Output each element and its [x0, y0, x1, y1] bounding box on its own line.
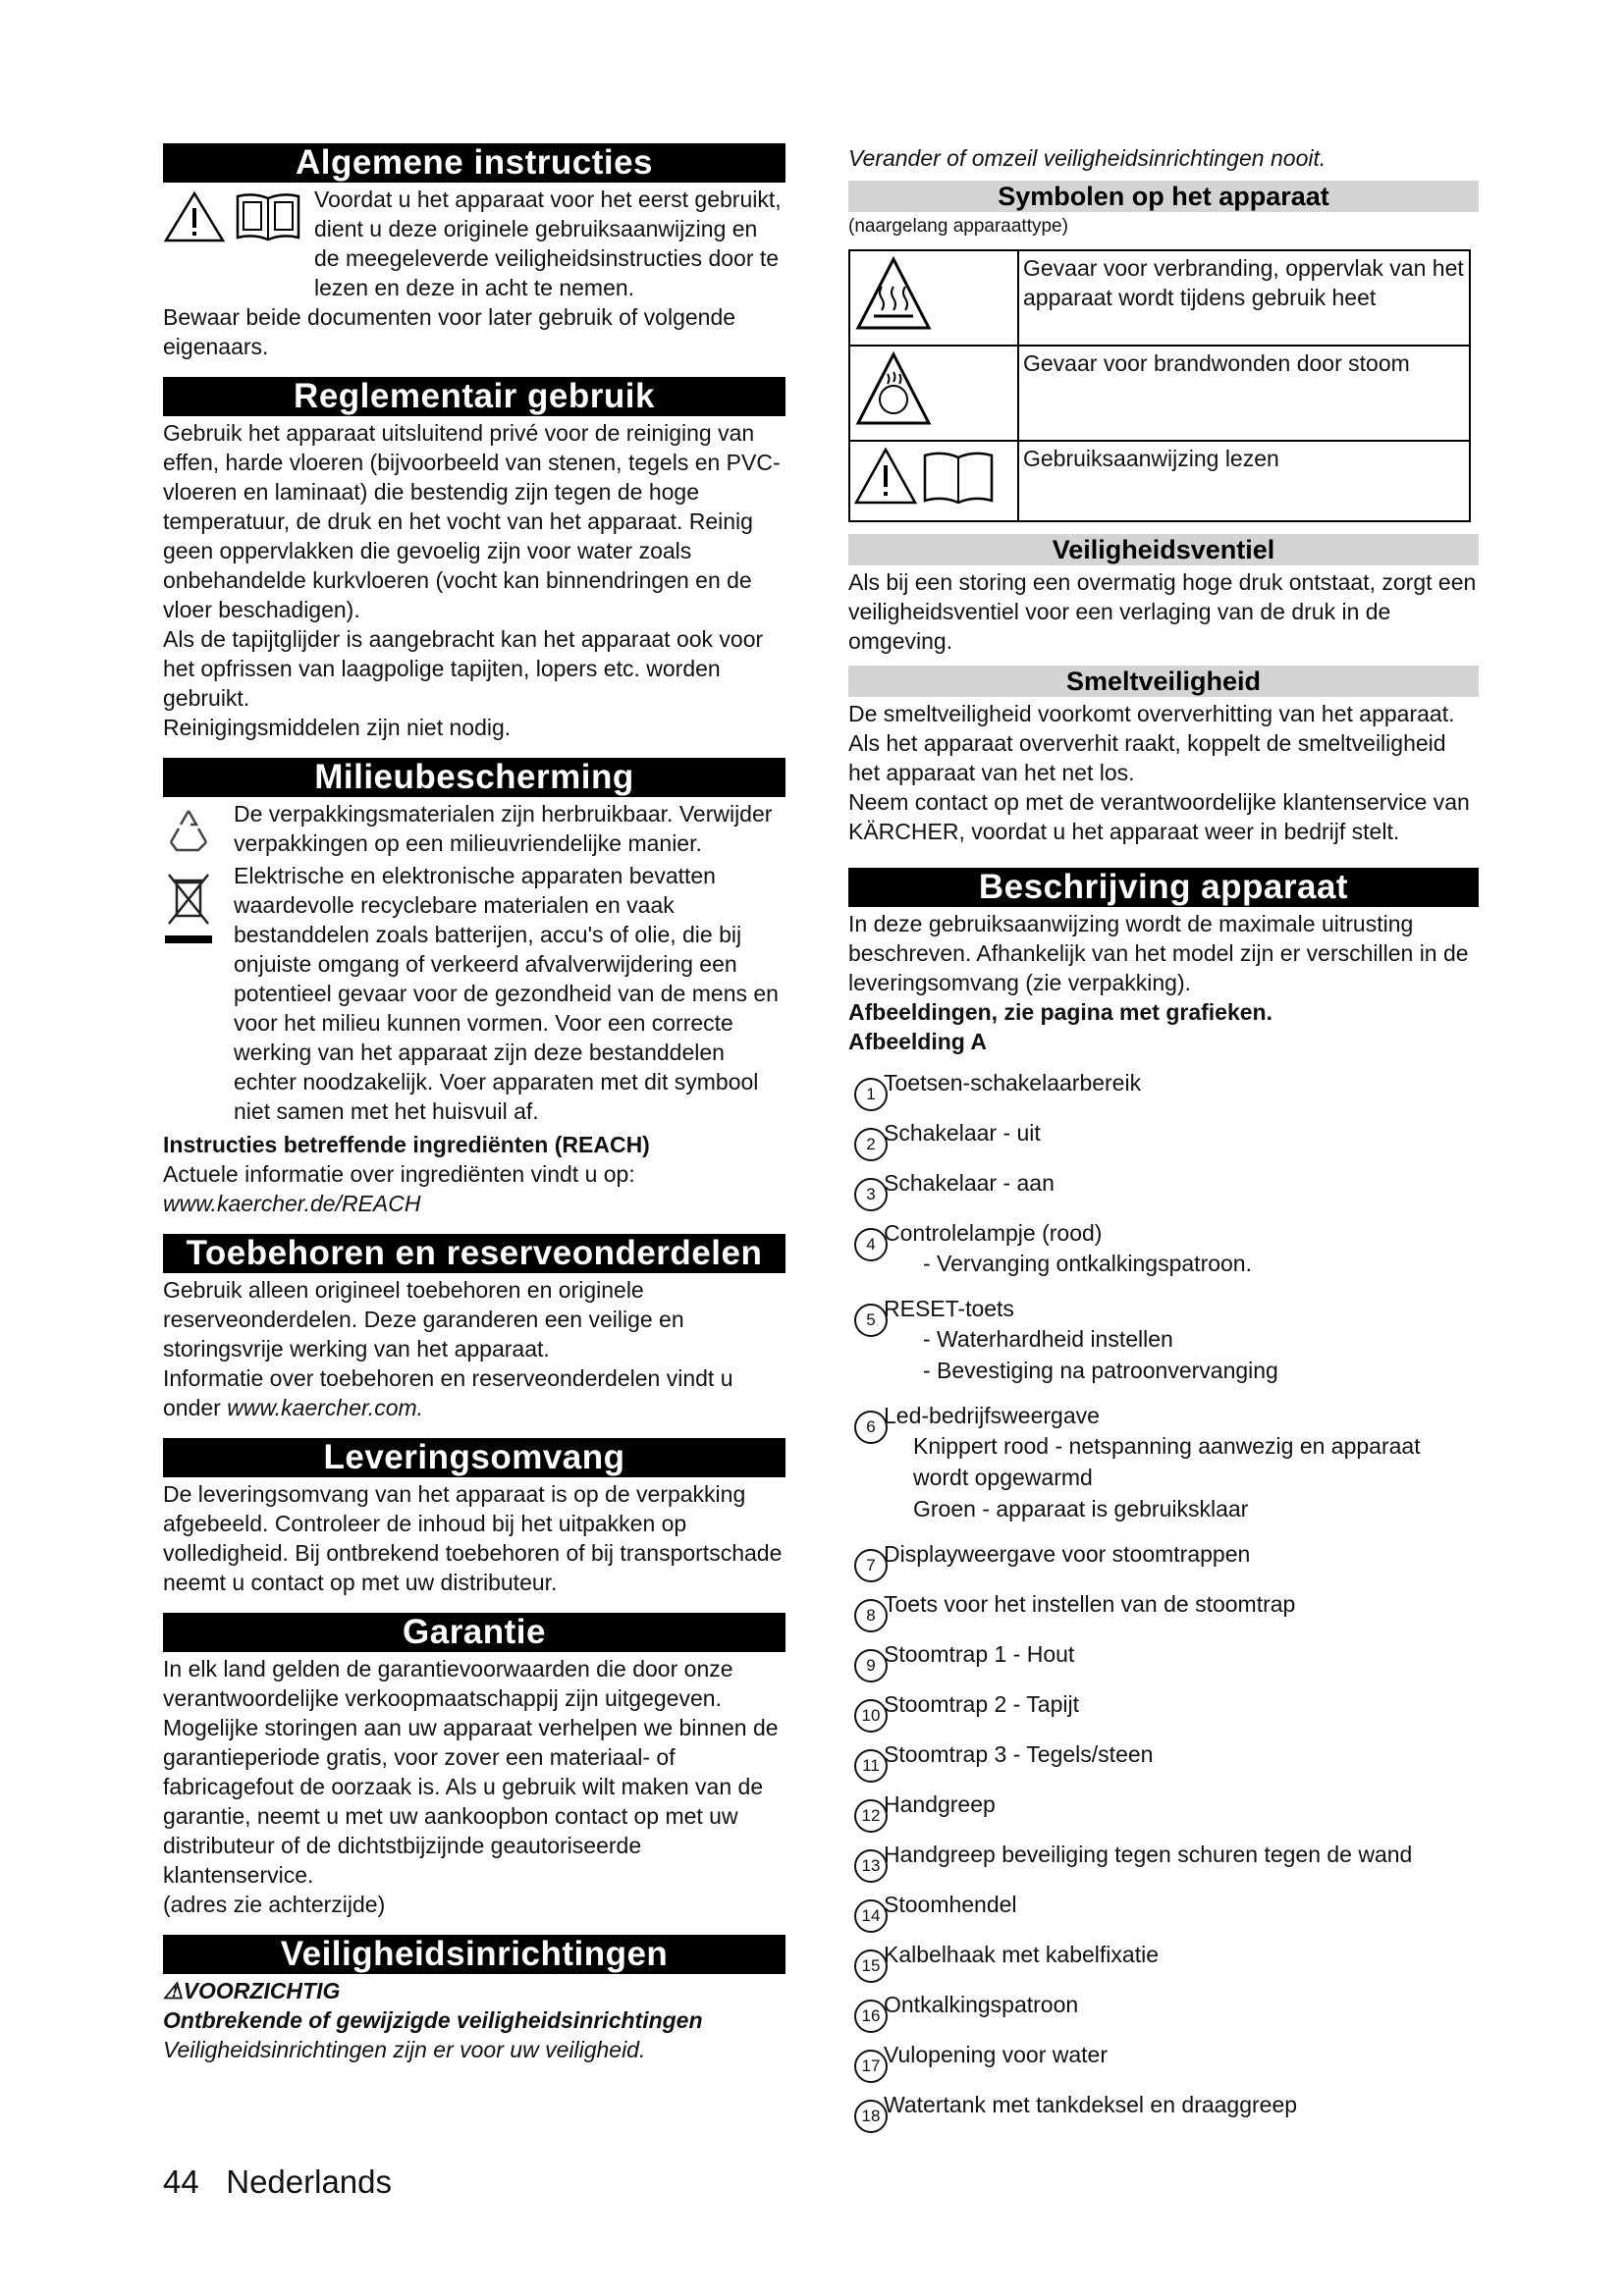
reach-text: Actuele informatie over ingrediënten vindt u op:	[163, 1161, 635, 1187]
section-heading-general: Algemene instructies	[163, 143, 785, 183]
section-heading-symbols: Symbolen op het apparaat	[848, 181, 1479, 212]
device-part-item	[848, 1401, 1479, 1524]
symbols-row	[849, 441, 1470, 521]
part-body	[884, 1218, 1252, 1279]
part-number-badge: 2	[854, 1128, 888, 1161]
page-number: 44	[163, 2163, 199, 2200]
intended-use-p2: Als de tapijtglijder is aangebracht kan het apparaat ook voor het opfrissen van laagpolige tapijten, lopers etc. worden gebruikt.	[163, 626, 764, 711]
part-sub-line: Knippert rood - netspanning aanwezig en apparaat wordt opgewarmd	[913, 1433, 1421, 1490]
recycling-icon	[163, 805, 214, 856]
part-label: Led-bedrijfsweergave	[884, 1403, 1100, 1428]
part-body	[884, 1639, 1074, 1669]
device-part-item	[848, 1294, 1479, 1386]
section-heading-device-description: Beschrijving apparaat	[848, 868, 1479, 907]
recycling-icon-wrap	[163, 799, 224, 861]
part-number-badge: 16	[854, 2000, 888, 2033]
part-number-badge: 13	[854, 1849, 888, 1883]
device-part-item	[848, 1539, 1479, 1575]
recycling-row	[163, 799, 785, 861]
part-label: Toetsen-schakelaarbereik	[884, 1070, 1142, 1095]
part-label: Stoomhendel	[884, 1892, 1017, 1917]
symbols-text-cell: Gebruiksaanwijzing lezen	[1018, 441, 1470, 521]
part-label: Stoomtrap 2 - Tapijt	[884, 1691, 1080, 1717]
part-body	[884, 1940, 1159, 1969]
general-intro-text: Voordat u het apparaat voor het eerst gebruikt, dient u deze originele gebruiksaanwijzing en de meegeleverde veiligheidsinstructies door te lezen en deze in acht te nemen.	[314, 187, 782, 300]
reach-url[interactable]: www.kaercher.de/REACH	[163, 1191, 421, 1216]
safety-devices-italic: Veiligheidsinrichtingen zijn er voor uw veiligheid.	[163, 2037, 646, 2062]
part-body	[884, 1539, 1250, 1569]
warranty-text: In elk land gelden de garantievoorwaarden die door onze verantwoordelijke verkoopmaatschappij zijn uitgegeven. Mogelijke storingen aan uw apparaat verhelpen we binnen de garantieperiode gratis, voor zover een materiaal- of fabricagefout de oorzaak is. Als u gebruik wilt maken van de garantie, neemt u met uw aankoopbon contact op met uw distributeur of de dichtstbijzijnde geautoriseerde klantenservice.	[163, 1656, 779, 1888]
part-number-badge: 4	[854, 1228, 888, 1261]
weee-icon-wrap	[163, 861, 224, 1126]
right-column	[848, 143, 1479, 2140]
symbols-text-cell: Gevaar voor verbranding, oppervlak van het apparaat wordt tijdens gebruik heet	[1018, 250, 1470, 346]
section-heading-thermal-fuse: Smeltveiligheid	[848, 666, 1479, 697]
left-column	[163, 143, 785, 2064]
section-heading-warranty: Garantie	[163, 1613, 785, 1652]
device-part-item	[848, 1118, 1479, 1153]
part-label: Handgreep	[884, 1791, 996, 1817]
part-number-badge: 6	[854, 1411, 888, 1444]
scope-of-delivery-text: De leveringsomvang van het apparaat is op de verpakking afgebeeld. Controleer de inhoud bij het uitpakken op volledigheid. Bij ontbrekend toebehoren of bij transportschade neemt u contact op met uw distributeur.	[163, 1481, 783, 1595]
intended-use-p1: Gebruik het apparaat uitsluitend privé voor de reiniging van effen, harde vloeren (bijvoorbeeld van stenen, tegels en PVC-vloeren en laminaat) die bestendig zijn tegen de hoge temperatuur, de druk en het vocht van het apparaat. Reinig geen oppervlakken die gevoelig zijn voor water zoals onbehandelde kurkvloeren (vocht kan binnendringen en de vloer beschadigen).	[163, 420, 781, 622]
device-part-item	[848, 1218, 1479, 1279]
part-label: Displayweergave voor stoomtrappen	[884, 1541, 1251, 1567]
part-body	[884, 1118, 1041, 1148]
device-part-item	[848, 1068, 1479, 1103]
figures-note: Afbeeldingen, zie pagina met grafieken.	[848, 999, 1272, 1025]
part-number-badge: 1	[854, 1078, 888, 1111]
device-part-item	[848, 1739, 1479, 1775]
safety-valve-text: Als bij een storing een overmatig hoge druk ontstaat, zorgt een veiligheidsventiel voor een verlaging van de druk in de omgeving.	[848, 569, 1477, 654]
part-sub-line: - Waterhardheid instellen	[923, 1326, 1173, 1352]
device-part-item	[848, 1689, 1479, 1725]
reach-title: Instructies betreffende ingrediënten (REACH)	[163, 1132, 650, 1157]
general-intro	[163, 185, 785, 302]
part-body	[884, 1589, 1295, 1619]
part-label: Stoomtrap 1 - Hout	[884, 1641, 1075, 1667]
part-number-badge: 8	[854, 1599, 888, 1632]
symbols-icon-cell	[849, 441, 1018, 521]
device-part-item	[848, 1639, 1479, 1675]
safety-devices-bold: Ontbrekende of gewijzigde veiligheidsinrichtingen	[163, 2007, 703, 2033]
general-keep-text: Bewaar beide documenten voor later gebruik of volgende eigenaars.	[163, 304, 736, 359]
hot-surface-warning-icon	[854, 255, 933, 334]
footer-language: Nederlands	[226, 2163, 393, 2200]
device-part-item	[848, 2040, 1479, 2075]
read-manual-icon	[854, 446, 1001, 508]
intro-icons	[163, 185, 302, 302]
device-description-text: In deze gebruiksaanwijzing wordt de maximale uitrusting beschreven. Afhankelijk van het model zijn er verschillen in de leveringsomvang (zie verpakking).	[848, 911, 1469, 995]
recycling-text: De verpakkingsmaterialen zijn herbruikbaar. Verwijder verpakkingen op een milieuvriendelijke manier.	[234, 801, 773, 856]
device-part-item	[848, 2090, 1479, 2125]
device-parts-list	[848, 1068, 1479, 2125]
part-label: Handgreep beveiliging tegen schuren tegen de wand	[884, 1842, 1413, 1867]
part-sub-line: - Vervanging ontkalkingspatroon.	[923, 1251, 1252, 1276]
device-part-item	[848, 1990, 1479, 2025]
part-body	[884, 1789, 996, 1819]
part-number-badge: 11	[854, 1749, 888, 1783]
symbols-text-cell: Gevaar voor brandwonden door stoom	[1018, 346, 1470, 441]
part-label: Vulopening voor water	[884, 2042, 1109, 2067]
section-heading-accessories: Toebehoren en reserveonderdelen	[163, 1234, 785, 1273]
accessories-p2	[163, 1363, 785, 1422]
part-body	[884, 1068, 1141, 1097]
caution-line	[163, 1976, 785, 2005]
part-number-badge: 5	[854, 1304, 888, 1337]
part-body	[884, 1168, 1055, 1198]
part-body	[884, 1890, 1017, 1919]
caution-label: VOORZICHTIG	[183, 1978, 341, 2003]
part-label: Schakelaar - aan	[884, 1170, 1055, 1196]
device-part-item	[848, 1940, 1479, 1975]
part-number-badge: 10	[854, 1699, 888, 1733]
symbols-icon-cell	[849, 250, 1018, 346]
figure-a-label: Afbeelding A	[848, 1029, 987, 1054]
part-body	[884, 2040, 1108, 2069]
part-label: Controlelampje (rood)	[884, 1220, 1103, 1246]
part-body	[884, 1689, 1079, 1719]
part-number-badge: 18	[854, 2100, 888, 2133]
part-body	[884, 2090, 1297, 2119]
thermal-fuse-p2: Neem contact op met de verantwoordelijke klantenservice van KÄRCHER, voordat u het apparaat weer in bedrijf stelt.	[848, 789, 1470, 844]
device-part-item	[848, 1168, 1479, 1203]
part-number-badge: 7	[854, 1549, 888, 1582]
part-label: Watertank met tankdeksel en draaggreep	[884, 2092, 1298, 2117]
part-number-badge: 15	[854, 1949, 888, 1983]
weee-text: Elektrische en elektronische apparaten bevatten waardevolle recyclebare materialen en vaak bestanddelen zoals batterijen, accu's of olie, die bij onjuiste omgang of verkeerd afvalverwijdering een potentieel gevaar voor de gezondheid van de mens en voor het milieu kunnen vormen. Voor een correcte werking van het apparaat zijn deze bestanddelen echter noodzakelijk. Voer apparaten met dit symbool niet samen met het huisvuil af.	[234, 863, 779, 1124]
part-number-badge: 12	[854, 1799, 888, 1833]
section-heading-environment: Milieubescherming	[163, 758, 785, 797]
safety-never-bypass: Verander of omzeil veiligheidsinrichtingen nooit.	[848, 145, 1326, 171]
manual-book-icon	[234, 190, 302, 243]
part-label: Kalbelhaak met kabelfixatie	[884, 1942, 1159, 1967]
section-heading-intended-use: Reglementair gebruik	[163, 377, 785, 416]
part-label: Schakelaar - uit	[884, 1120, 1041, 1146]
part-body	[884, 1294, 1278, 1386]
symbols-table	[848, 249, 1471, 522]
caution-triangle-icon: ⚠	[163, 1978, 184, 2003]
part-body	[884, 1401, 1479, 1524]
device-part-item	[848, 1840, 1479, 1875]
part-number-badge: 17	[854, 2050, 888, 2083]
device-part-item	[848, 1589, 1479, 1625]
accessories-url[interactable]: www.kaercher.com.	[227, 1395, 424, 1420]
weee-row	[163, 861, 785, 1126]
part-number-badge: 14	[854, 1899, 888, 1933]
section-heading-safety-valve: Veiligheidsventiel	[848, 534, 1479, 565]
section-heading-safety-devices: Veiligheidsinrichtingen	[163, 1935, 785, 1974]
accessories-p2-text: Informatie over toebehoren en reserveonderdelen vindt u onder	[163, 1365, 733, 1420]
part-sub-line: - Bevestiging na patroonvervanging	[923, 1358, 1278, 1383]
symbols-row	[849, 250, 1470, 346]
section-heading-scope-of-delivery: Leveringsomvang	[163, 1438, 785, 1477]
part-label: Stoomtrap 3 - Tegels/steen	[884, 1741, 1154, 1767]
part-label: RESET-toets	[884, 1296, 1014, 1321]
accessories-p1: Gebruik alleen origineel toebehoren en originele reserveonderdelen. Deze garanderen een veilige en storingsvrije werking van het apparaat.	[163, 1277, 684, 1362]
device-part-item	[848, 1890, 1479, 1925]
part-label: Ontkalkingspatroon	[884, 1992, 1079, 2017]
symbols-row	[849, 346, 1470, 441]
part-sub-line: Groen - apparaat is gebruiksklaar	[913, 1496, 1249, 1522]
symbols-subtitle: (naargelang apparaattype)	[848, 216, 1068, 237]
symbols-icon-cell	[849, 346, 1018, 441]
device-part-item	[848, 1789, 1479, 1825]
intended-use-p3: Reinigingsmiddelen zijn niet nodig.	[163, 715, 512, 740]
thermal-fuse-p1: De smeltveiligheid voorkomt oververhitting van het apparaat. Als het apparaat oververhit raakt, koppelt de smeltveiligheid het apparaat van het net los.	[848, 701, 1455, 785]
part-number-badge: 9	[854, 1649, 888, 1682]
warranty-address: (adres zie achterzijde)	[163, 1892, 386, 1917]
page-footer	[163, 2163, 392, 2202]
part-body	[884, 1840, 1412, 1869]
part-number-badge: 3	[854, 1178, 888, 1211]
part-body	[884, 1739, 1153, 1769]
part-label: Toets voor het instellen van de stoomtrap	[884, 1591, 1296, 1617]
crossed-bin-icon	[163, 867, 214, 951]
warning-triangle-icon	[163, 190, 226, 243]
steam-burn-warning-icon	[854, 350, 933, 429]
part-body	[884, 1990, 1078, 2019]
